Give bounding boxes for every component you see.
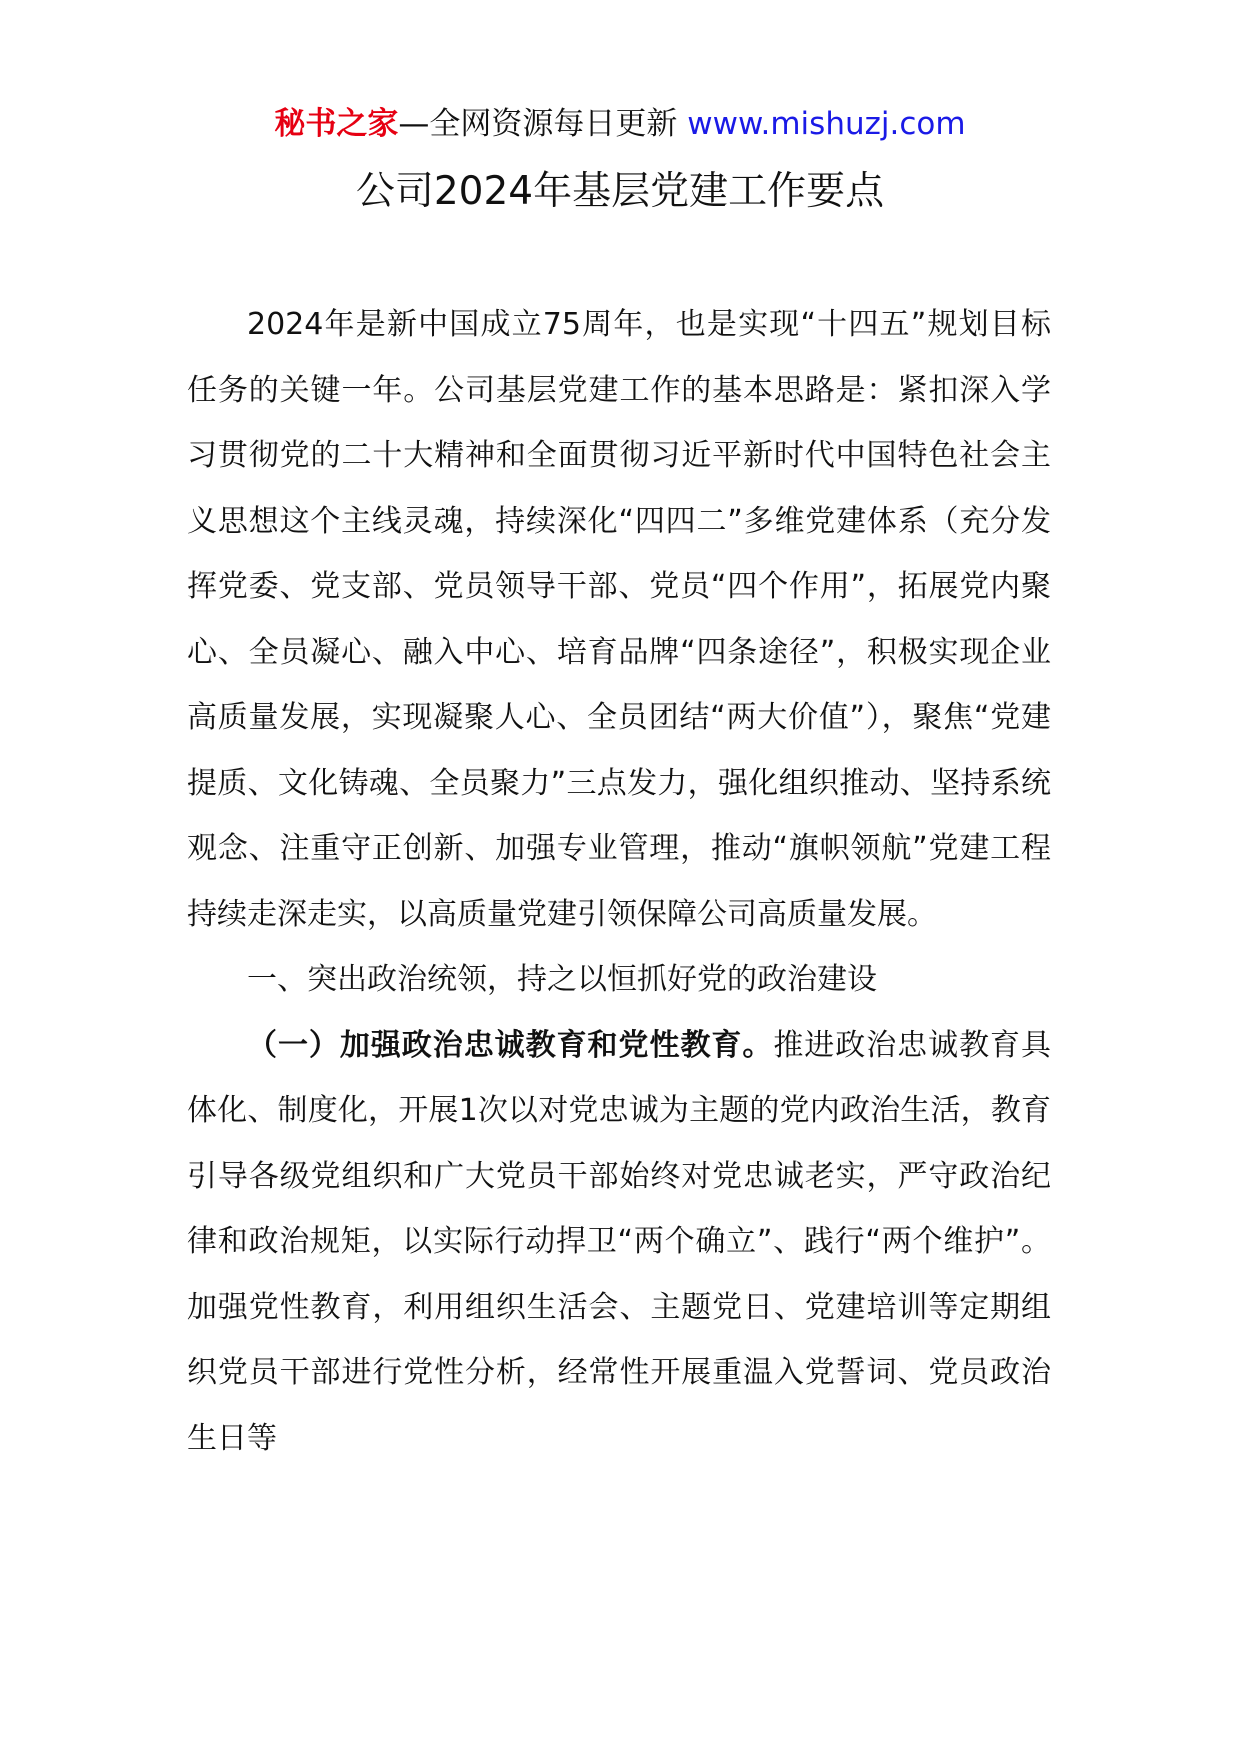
subsection-paragraph-one	[187, 1013, 1051, 1472]
site-banner	[0, 104, 1240, 144]
brand-name: 秘书之家	[274, 106, 399, 142]
document-title: 公司2024年基层党建工作要点	[355, 169, 885, 214]
subsection-text-one: 推进政治忠诚教育具体化、制度化，开展1次以对党忠诚为主题的党内政治生活，教育引导各级党组织和广大党员干部始终对党忠诚老实，严守政治纪律和政治规矩，以实际行动捍卫“两个确立”、践行“两个维护”。加强党性教育，利用组织生活会、主题党日、党建培训等定期组织党员干部进行党性分析，经常性开展重温入党誓词、党员政治生日等	[187, 1027, 1052, 1456]
subsection-heading-one: （一）加强政治忠诚教育和党性教育。	[247, 1027, 774, 1063]
intro-paragraph: 2024年是新中国成立75周年，也是实现“十四五”规划目标任务的关键一年。公司基层党建工作的基本思路是：紧扣深入学习贯彻党的二十大精神和全面贯彻习近平新时代中国特色社会主义思想这个主线灵魂，持续深化“四四二”多维党建体系（充分发挥党委、党支部、党员领导干部、党员“四个作用”，拓展党内聚心、全员凝心、融入中心、培育品牌“四条途径”，积极实现企业高质量发展，实现凝聚人心、全员团结“两大价值”），聚焦“党建提质、文化铸魂、全员聚力”三点发力，强化组织推动、坚持系统观念、注重守正创新、加强专业管理，推动“旗帜领航”党建工程持续走深走实，以高质量党建引领保障公司高质量发展。	[187, 307, 1051, 932]
document-body	[187, 292, 1051, 1471]
section-heading-one: 一、突出政治统领，持之以恒抓好党的政治建设	[247, 962, 877, 997]
site-url-link[interactable]: www.mishuzj.com	[687, 106, 966, 142]
banner-tagline: —全网资源每日更新	[398, 106, 678, 142]
